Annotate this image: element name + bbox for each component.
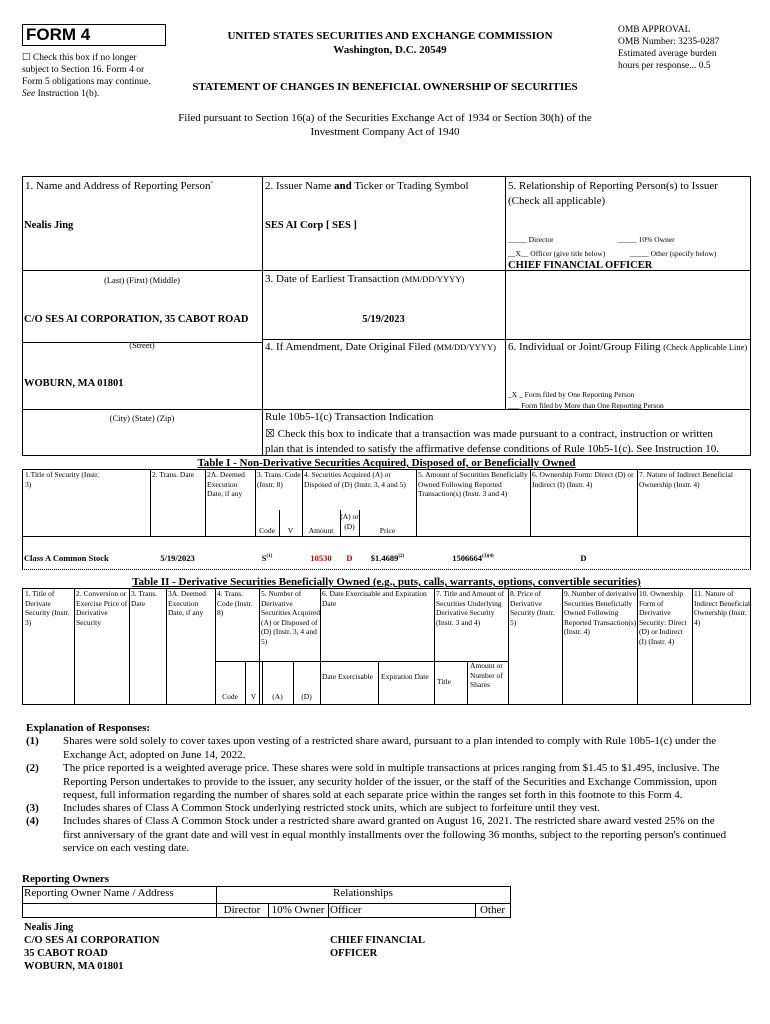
ten-percent-owner-option[interactable]: _____ 10% Owner bbox=[618, 235, 675, 244]
director-option[interactable]: _____ Director bbox=[508, 235, 554, 244]
name-caption: (Last) (First) (Middle) bbox=[103, 275, 180, 285]
t1-col-ownership-form: 6. Ownership Form: Direct (D) or Indirect (I) (Instr. 4) bbox=[532, 470, 634, 489]
owners-col-ten-percent: 10% Owner bbox=[271, 904, 325, 916]
officer-option[interactable]: __X__ Officer (give title below) bbox=[508, 249, 606, 258]
t1-sub-amount: Amount bbox=[308, 526, 334, 535]
box4-label: 4. If Amendment, Date Original Filed (MM/DD/YYYY) bbox=[265, 341, 496, 353]
t2-col-price: 8. Price of Derivative Security (Instr. 5) bbox=[510, 589, 555, 627]
filed-pursuant-line2: Investment Company Act of 1940 bbox=[310, 126, 460, 138]
box3-label: 3. Date of Earliest Transaction (MM/DD/YYYY) bbox=[265, 273, 465, 285]
t2-sub-d: (D) bbox=[301, 692, 312, 701]
rule-10b5-title: Rule 10b5-1(c) Transaction Indication bbox=[265, 411, 434, 423]
t1-col-securities: 4. Securities Acquired (A) or Disposed of (D) (Instr. 3, 4 and 5) bbox=[304, 470, 406, 489]
t2-col-number: 5. Number of Derivative Securities Acquired (A) or Disposed of (D) (Instr. 3, 4 and 5) bbox=[261, 589, 320, 646]
t1-sub-v: V bbox=[287, 526, 294, 535]
t2-sub-amount: Amount or Number of Shares bbox=[470, 661, 503, 689]
officer-title: CHIEF FINANCIAL OFFICER bbox=[508, 260, 653, 271]
t1-row-amount: 10530 bbox=[310, 553, 332, 563]
city-caption: (City) (State) (Zip) bbox=[109, 413, 175, 423]
explanation-title: Explanation of Responses: bbox=[26, 722, 151, 734]
t1-sub-code: Code bbox=[259, 526, 275, 535]
owners-col-other: Other bbox=[479, 904, 506, 916]
rule-10b5-checkbox[interactable]: ☒ Check this box to indicate that a transaction was made pursuant to a contract, instruction or written bbox=[265, 428, 713, 440]
statement-title: STATEMENT OF CHANGES IN BENEFICIAL OWNERSHIP OF SECURITIES bbox=[192, 81, 578, 93]
t1-row-aord: D bbox=[346, 553, 353, 563]
t1-sub-aord: (A) or (D) bbox=[340, 512, 359, 531]
box2-label: 2. Issuer Name and Ticker or Trading Symbol bbox=[265, 180, 469, 192]
agency-address: Washington, D.C. 20549 bbox=[333, 44, 447, 56]
owner-name-address: Nealis Jing C/O SES AI CORPORATION 35 CABOT ROAD WOBURN, MA 01801 bbox=[24, 922, 160, 972]
earliest-transaction-date: 5/19/2023 bbox=[362, 314, 405, 325]
table1-title: Table I - Non-Derivative Securities Acquired, Disposed of, or Beneficially Owned bbox=[197, 457, 576, 469]
t2-sub-v: V bbox=[250, 692, 257, 701]
footnote-3: (3) Includes shares of Class A Common Stock underlying restricted stock units, which are subject to forfeiture until they vest. bbox=[26, 802, 601, 814]
t2-col-code: 4. Trans. Code (Instr. 8) bbox=[217, 589, 253, 617]
t2-col-date: 3. Trans. Date bbox=[131, 589, 158, 608]
box5-label: 5. Relationship of Reporting Person(s) to Issuer (Check all applicable) bbox=[508, 180, 718, 207]
t2-col-conversion: 2. Conversion or Exercise Price of Derivative Security bbox=[76, 589, 128, 627]
t1-col-date: 2. Trans. Date bbox=[152, 470, 195, 479]
t2-col-owned: 9. Number of derivative Securities Beneficially Owned Following Reported Transaction(s) (Instr. 4) bbox=[564, 589, 637, 636]
footnote-4: (4) Includes shares of Class A Common Stock under a restricted share award granted on August 16, 2021. The restricted share award vested 25% on the first anniversary of the grant date and will vest in equal monthly installments over the following 36 months, subject to the reporting person's continued service on each vesting date. bbox=[26, 815, 727, 854]
t2-col-underlying: 7. Title and Amount of Securities Underlying Derivative Security (Instr. 3 and 4) bbox=[436, 589, 505, 627]
t1-row-title: Class A Common Stock bbox=[24, 553, 109, 563]
no-longer-subject-checkbox[interactable]: ☐ Check this box if no longer subject to Section 16. Form 4 or Form 5 obligations may continue. See Instruction 1(b). bbox=[22, 53, 151, 99]
footnote-2: (2) The price reported is a weighted average price. These shares were sold in multiple transactions at prices ranging from $1.45 to $1.495, inclusive. The Reporting Person undertakes to provide to the issuer, any security holder of the issuer, or the staff of the Securities and Exchange Commission, upon request, full information regarding the number of shares sold at each separate price within the ranges set forth in this footnote to this Form 4. bbox=[26, 762, 720, 801]
owners-col-name: Reporting Owner Name / Address bbox=[24, 887, 174, 899]
footnote-1: (1) Shares were sold solely to cover taxes upon vesting of a restricted share award, pursuant to a plan intended to comply with Rule 10b5-1(c) under the Exchange Act, adopted on June 14, 2022. bbox=[26, 735, 717, 761]
city-address: WOBURN, MA 01801 bbox=[24, 378, 124, 389]
t1-row-owned: $1506664^{(3)(4)}$ bbox=[452, 553, 494, 563]
rule-10b5-text: plan that is intended to satisfy the affirmative defense conditions of Rule 10b5-1(c). See Instruction 10. bbox=[265, 443, 720, 455]
owners-col-director: Director bbox=[223, 904, 261, 916]
t2-col-deemed: 3A. Deemed Execution Date, if any bbox=[168, 589, 206, 617]
form-title-box bbox=[22, 24, 166, 46]
t1-row-form: D bbox=[580, 553, 587, 563]
other-option[interactable]: _____ Other (specify below) bbox=[630, 249, 717, 258]
reporting-owners-title: Reporting Owners bbox=[22, 873, 110, 885]
owner-officer-title: CHIEF FINANCIAL OFFICER bbox=[330, 935, 425, 959]
street-caption: (Street) bbox=[129, 340, 155, 350]
t1-col-nature: 7. Nature of Indirect Beneficial Ownership (Instr. 4) bbox=[639, 470, 733, 489]
t2-sub-title: Title bbox=[437, 677, 451, 686]
t2-col-ownership-form: 10. Ownership Form of Derivative Security: Direct (D) or Indirect (I) (Instr. 4) bbox=[639, 589, 687, 646]
omb-approval: OMB APPROVAL OMB Number: 3235-0287 Estimated average burden hours per response... 0.5 bbox=[618, 25, 720, 71]
box6-label: 6. Individual or Joint/Group Filing (Check Applicable Line) bbox=[508, 341, 748, 353]
table2-title: Table II - Derivative Securities Beneficially Owned (e.g., puts, calls, warrants, options, convertible securities) bbox=[132, 576, 641, 588]
agency-name: UNITED STATES SECURITIES AND EXCHANGE COMMISSION bbox=[227, 30, 553, 42]
box1-label: 1. Name and Address of Reporting Person* bbox=[25, 180, 213, 192]
t2-col-exercisable: 6. Date Exercisable and Expiration Date bbox=[322, 589, 427, 608]
t2-sub-code: Code bbox=[222, 692, 238, 701]
t1-sub-price: Price bbox=[379, 526, 396, 535]
t2-sub-date-exercisable: Date Exercisable bbox=[322, 672, 374, 681]
multiple-reporting-persons-option[interactable]: ___ Form filed by More than One Reporting Person bbox=[508, 401, 664, 410]
t1-row-price: $1.4689$^{(2)}$ bbox=[370, 553, 405, 563]
t1-row-code: $S^{(1)}$ bbox=[261, 553, 273, 563]
t1-row-date: 5/19/2023 bbox=[160, 553, 195, 563]
t2-col-nature: 11. Nature of Indirect Beneficial Ownership (Instr. 4) bbox=[694, 589, 751, 627]
t2-sub-a: (A) bbox=[272, 692, 283, 701]
t1-col-amount-owned: 5. Amount of Securities Beneficially Owned Following Reported Transaction(s) (Instr. 3 and 4) bbox=[418, 470, 528, 498]
t1-col-deemed: 2A. Deemed Execution Date, if any bbox=[207, 470, 245, 498]
t2-col-title: 1. Title of Derivate Security (Instr. 3) bbox=[25, 589, 70, 627]
t1-col-title: 1.Title of Security (Instr. 3) bbox=[25, 470, 100, 489]
issuer-name: SES AI Corp [ SES ] bbox=[265, 220, 357, 231]
form-title: FORM 4 bbox=[26, 25, 91, 44]
t2-sub-expiration: Expiration Date bbox=[381, 672, 429, 681]
owners-col-officer: Officer bbox=[330, 904, 362, 916]
reporting-person-name: Nealis Jing bbox=[24, 220, 74, 231]
one-reporting-person-option[interactable]: _X _ Form filed by One Reporting Person bbox=[508, 390, 635, 399]
t1-col-code: 3. Trans. Code (Instr. 8) bbox=[257, 470, 301, 489]
street-address: C/O SES AI CORPORATION, 35 CABOT ROAD bbox=[24, 314, 249, 325]
filed-pursuant-line1: Filed pursuant to Section 16(a) of the Securities Exchange Act of 1934 or Section 30(h) of the bbox=[178, 112, 592, 124]
owners-col-relationships: Relationships bbox=[333, 887, 393, 899]
